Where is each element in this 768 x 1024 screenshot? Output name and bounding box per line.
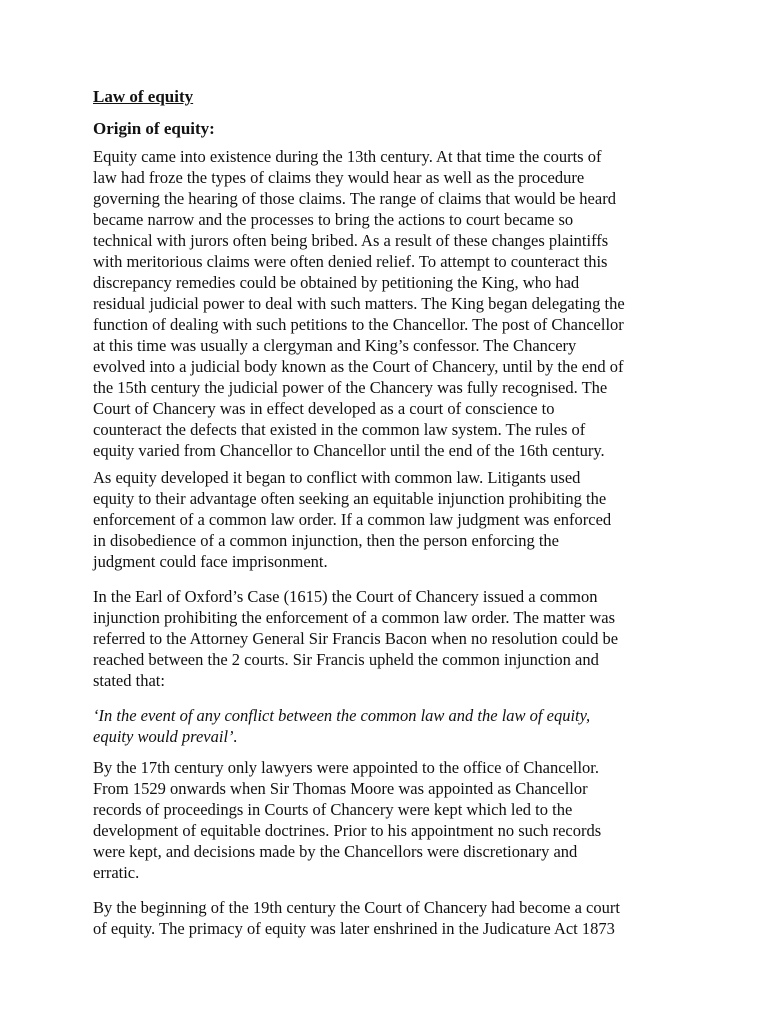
text-line: at this time was usually a clergyman and King’s confessor. The Chancery bbox=[93, 336, 577, 355]
quotation bbox=[93, 705, 676, 747]
text-line: function of dealing with such petitions to the Chancellor. The post of Chancellor bbox=[93, 315, 624, 334]
text-line: referred to the Attorney General Sir Francis Bacon when no resolution could be bbox=[93, 629, 619, 648]
quote-line: equity would prevail’. bbox=[93, 727, 238, 746]
text-line: were kept, and decisions made by the Chancellors were discretionary and bbox=[93, 842, 578, 861]
text-line: the 15th century the judicial power of the Chancery was fully recognised. The bbox=[93, 378, 608, 397]
text-line: judgment could face imprisonment. bbox=[93, 552, 328, 571]
text-line: equity varied from Chancellor to Chancellor until the end of the 16th century. bbox=[93, 441, 605, 460]
text-line: in disobedience of a common injunction, then the person enforcing the bbox=[93, 531, 559, 550]
text-line: As equity developed it began to conflict with common law. Litigants used bbox=[93, 468, 581, 487]
paragraph-17th-century bbox=[93, 757, 676, 883]
text-line: discrepancy remedies could be obtained by petitioning the King, who had bbox=[93, 273, 580, 292]
text-line: reached between the 2 courts. Sir Francis upheld the common injunction and bbox=[93, 650, 599, 669]
text-line: enforcement of a common law order. If a common law judgment was enforced bbox=[93, 510, 612, 529]
text-line: residual judicial power to deal with such matters. The King began delegating the bbox=[93, 294, 625, 313]
text-line: By the 17th century only lawyers were appointed to the office of Chancellor. bbox=[93, 758, 600, 777]
text-line: injunction prohibiting the enforcement of a common law order. The matter was bbox=[93, 608, 616, 627]
text-line: law had froze the types of claims they would hear as well as the procedure bbox=[93, 168, 585, 187]
text-line: counteract the defects that existed in the common law system. The rules of bbox=[93, 420, 586, 439]
text-line: of equity. The primacy of equity was later enshrined in the Judicature Act 1873 bbox=[93, 919, 615, 938]
paragraph-origin bbox=[93, 146, 676, 461]
paragraph-earl-of-oxford bbox=[93, 586, 676, 691]
text-line: records of proceedings in Courts of Chancery were kept which led to the bbox=[93, 800, 573, 819]
text-line: development of equitable doctrines. Prior to his appointment no such records bbox=[93, 821, 602, 840]
document-title: Law of equity bbox=[93, 87, 194, 106]
text-line: By the beginning of the 19th century the Court of Chancery had become a court bbox=[93, 898, 620, 917]
text-line: stated that: bbox=[93, 671, 165, 690]
text-line: governing the hearing of those claims. The range of claims that would be heard bbox=[93, 189, 616, 208]
text-line: equity to their advantage often seeking an equitable injunction prohibiting the bbox=[93, 489, 607, 508]
text-line: In the Earl of Oxford’s Case (1615) the Court of Chancery issued a common bbox=[93, 587, 598, 606]
quote-line: ‘In the event of any conflict between the common law and the law of equity, bbox=[93, 706, 591, 725]
paragraph-19th-century bbox=[93, 897, 676, 939]
text-line: with meritorious claims were often denied relief. To attempt to counteract this bbox=[93, 252, 608, 271]
text-line: erratic. bbox=[93, 863, 140, 882]
text-line: From 1529 onwards when Sir Thomas Moore was appointed as Chancellor bbox=[93, 779, 588, 798]
text-line: became narrow and the processes to bring the actions to court became so bbox=[93, 210, 574, 229]
text-line: evolved into a judicial body known as the Court of Chancery, until by the end of bbox=[93, 357, 624, 376]
text-line: technical with jurors often being bribed. As a result of these changes plaintiffs bbox=[93, 231, 609, 250]
text-line: Equity came into existence during the 13th century. At that time the courts of bbox=[93, 147, 602, 166]
text-line: Court of Chancery was in effect developed as a court of conscience to bbox=[93, 399, 555, 418]
paragraph-conflict bbox=[93, 467, 676, 572]
section-heading: Origin of equity: bbox=[93, 119, 215, 138]
